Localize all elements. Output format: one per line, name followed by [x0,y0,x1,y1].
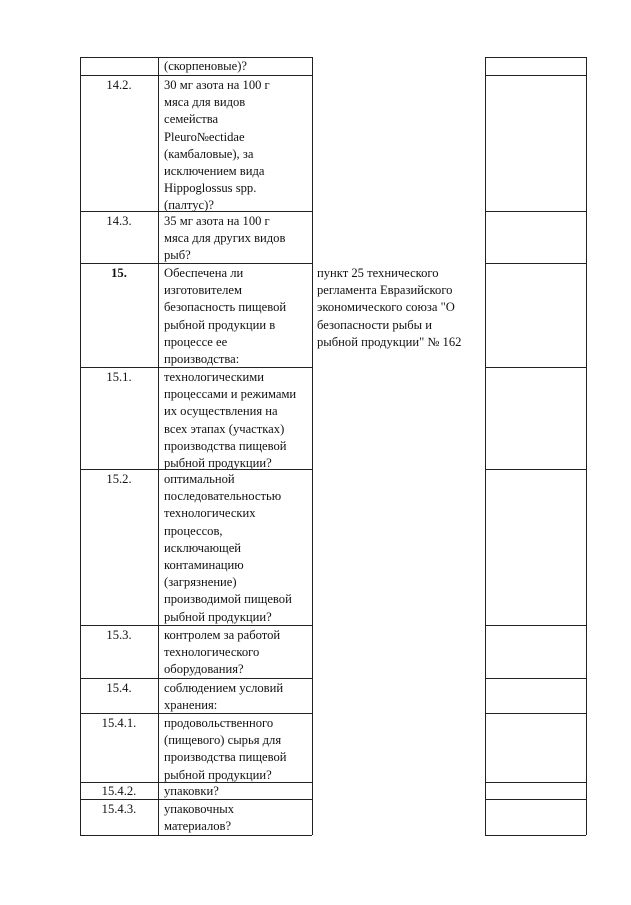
item-number: 15.4.3. [101,802,137,816]
item-number: 15.4.2. [101,784,137,798]
regulation-reference: пункт 25 технического регламента Евразийского экономического союза "О безопасности рыбы и рыбной продукции" № 162 [317,266,462,349]
answer-column-right [586,57,587,835]
question-text: (скорпеновые)? [164,59,248,73]
question-text: 30 мг азота на 100 г мяса для видов семейства Pleuro№ectidae (камбаловые), за исключением вида Hippoglossus spp. (палтус)? [164,78,270,213]
answer-row-divider [485,367,586,368]
answer-column-left [485,57,486,835]
answer-row-divider [485,799,586,800]
item-number: 15.4.1. [101,716,137,730]
item-number: 15.2. [106,472,132,486]
answer-row-divider [485,625,586,626]
question-text: упаковочных материалов? [164,802,235,834]
answer-row-divider [485,835,586,836]
question-text: 35 мг азота на 100 г мяса для других видов рыб? [164,214,286,263]
item-number: 15.4. [106,681,132,695]
question-text: технологическими процессами и режимами их осуществления на всех этапах (участках) производства пищевой рыбной продукции? [164,370,297,471]
answer-row-divider [485,782,586,783]
answer-row-divider [485,263,586,264]
question-text: контролем за работой технологического оборудования? [164,628,281,677]
table-divider-num [158,57,159,835]
answer-row-divider [485,678,586,679]
question-text: соблюдением условий хранения: [164,681,284,713]
item-number: 15. [111,266,127,280]
question-text: оптимальной последовательностью технологических процессов, исключающей контаминацию (загрязнение) производимой пищевой рыбной продукции? [164,472,292,624]
item-number: 14.3. [106,214,132,228]
item-number: 14.2. [106,78,132,92]
answer-row-divider [485,713,586,714]
item-number: 15.3. [106,628,132,642]
question-text: упаковки? [164,784,219,798]
answer-row-divider [485,211,586,212]
table-divider-question [312,57,313,835]
question-text: Обеспечена ли изготовителем безопасность пищевой рыбной продукции в процессе ее производства: [164,266,287,367]
answer-row-divider [485,57,586,58]
question-text: продовольственного (пищевого) сырья для производства пищевой рыбной продукции? [164,716,287,782]
answer-row-divider [485,469,586,470]
item-number: 15.1. [106,370,132,384]
answer-row-divider [485,75,586,76]
